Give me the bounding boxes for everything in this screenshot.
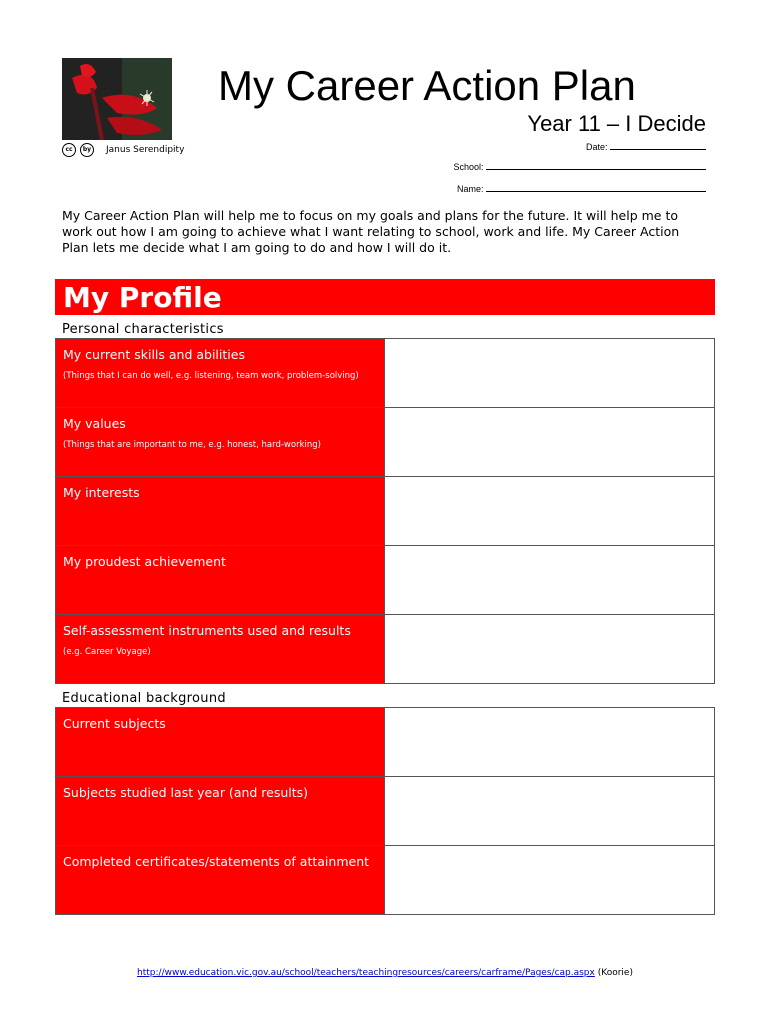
row-label-cell (56, 477, 385, 545)
school-field[interactable] (453, 160, 706, 172)
table-row (56, 776, 714, 845)
row-label-cell (56, 846, 385, 914)
date-label: Date: (585, 142, 608, 152)
certificates-input-cell[interactable] (385, 846, 714, 914)
intro-paragraph: My Career Action Plan will help me to focus on my goals and plans for the future. It will help me to work out how I am going to achieve what I want relating to school, work and life. My Career Action Plan lets me decide what I am going to do and how I will do it. (62, 208, 680, 255)
footer-suffix: (Koorie) (597, 968, 633, 978)
table-row (56, 845, 714, 914)
row-label-cell (56, 615, 385, 683)
education-table (55, 707, 715, 915)
date-blank[interactable] (610, 140, 706, 150)
table-row (56, 545, 714, 614)
row-label-cell (56, 546, 385, 614)
row-label: Completed certificates/statements of attainment (63, 854, 370, 869)
row-label: Subjects studied last year (and results) (63, 785, 309, 800)
table-row (56, 339, 714, 407)
skills-input-cell[interactable] (385, 339, 714, 407)
row-label: My proudest achievement (63, 554, 226, 569)
photo-credit: Janus Serendipity (106, 145, 185, 155)
personal-characteristics-label: Personal characteristics (62, 322, 224, 337)
row-label-cell (56, 708, 385, 776)
footer-link[interactable]: http://www.education.vic.gov.au/school/teachers/teachingresources/careers/carframe/Pages/cap.aspx (137, 968, 595, 978)
row-label: My interests (63, 485, 140, 500)
table-row (56, 476, 714, 545)
name-label: Name: (456, 184, 484, 194)
flower-photo (62, 58, 172, 140)
page-title: My Career Action Plan (218, 62, 636, 109)
name-blank[interactable] (486, 182, 706, 192)
row-label: Self-assessment instruments used and results (63, 623, 351, 638)
row-hint: (e.g. Career Voyage) (63, 647, 151, 657)
values-input-cell[interactable] (385, 408, 714, 476)
table-row (56, 708, 714, 776)
row-label-cell (56, 339, 385, 407)
name-field[interactable] (457, 182, 706, 194)
row-hint: (Things that I can do well, e.g. listening, team work, problem-solving) (63, 371, 359, 381)
school-label: School: (453, 162, 484, 172)
footer (0, 968, 770, 978)
license-row (62, 143, 184, 157)
row-label-cell (56, 777, 385, 845)
attribution-icon: by (80, 143, 94, 157)
row-label-cell (56, 408, 385, 476)
row-hint: (Things that are important to me, e.g. honest, hard-working) (63, 440, 321, 450)
row-label: Current subjects (63, 716, 166, 731)
table-row (56, 614, 714, 683)
creative-commons-icon: cc (62, 143, 76, 157)
profile-heading: My Profile (55, 279, 715, 315)
date-field[interactable] (586, 140, 706, 152)
personal-table (55, 338, 715, 684)
school-blank[interactable] (486, 160, 706, 170)
page-subtitle: Year 11 – I Decide (527, 111, 706, 136)
interests-input-cell[interactable] (385, 477, 714, 545)
last-year-subjects-input-cell[interactable] (385, 777, 714, 845)
educational-background-label: Educational background (62, 691, 226, 706)
self-assessment-input-cell[interactable] (385, 615, 714, 683)
achievement-input-cell[interactable] (385, 546, 714, 614)
row-label: My values (63, 416, 126, 431)
table-row (56, 407, 714, 476)
row-label: My current skills and abilities (63, 347, 245, 362)
current-subjects-input-cell[interactable] (385, 708, 714, 776)
